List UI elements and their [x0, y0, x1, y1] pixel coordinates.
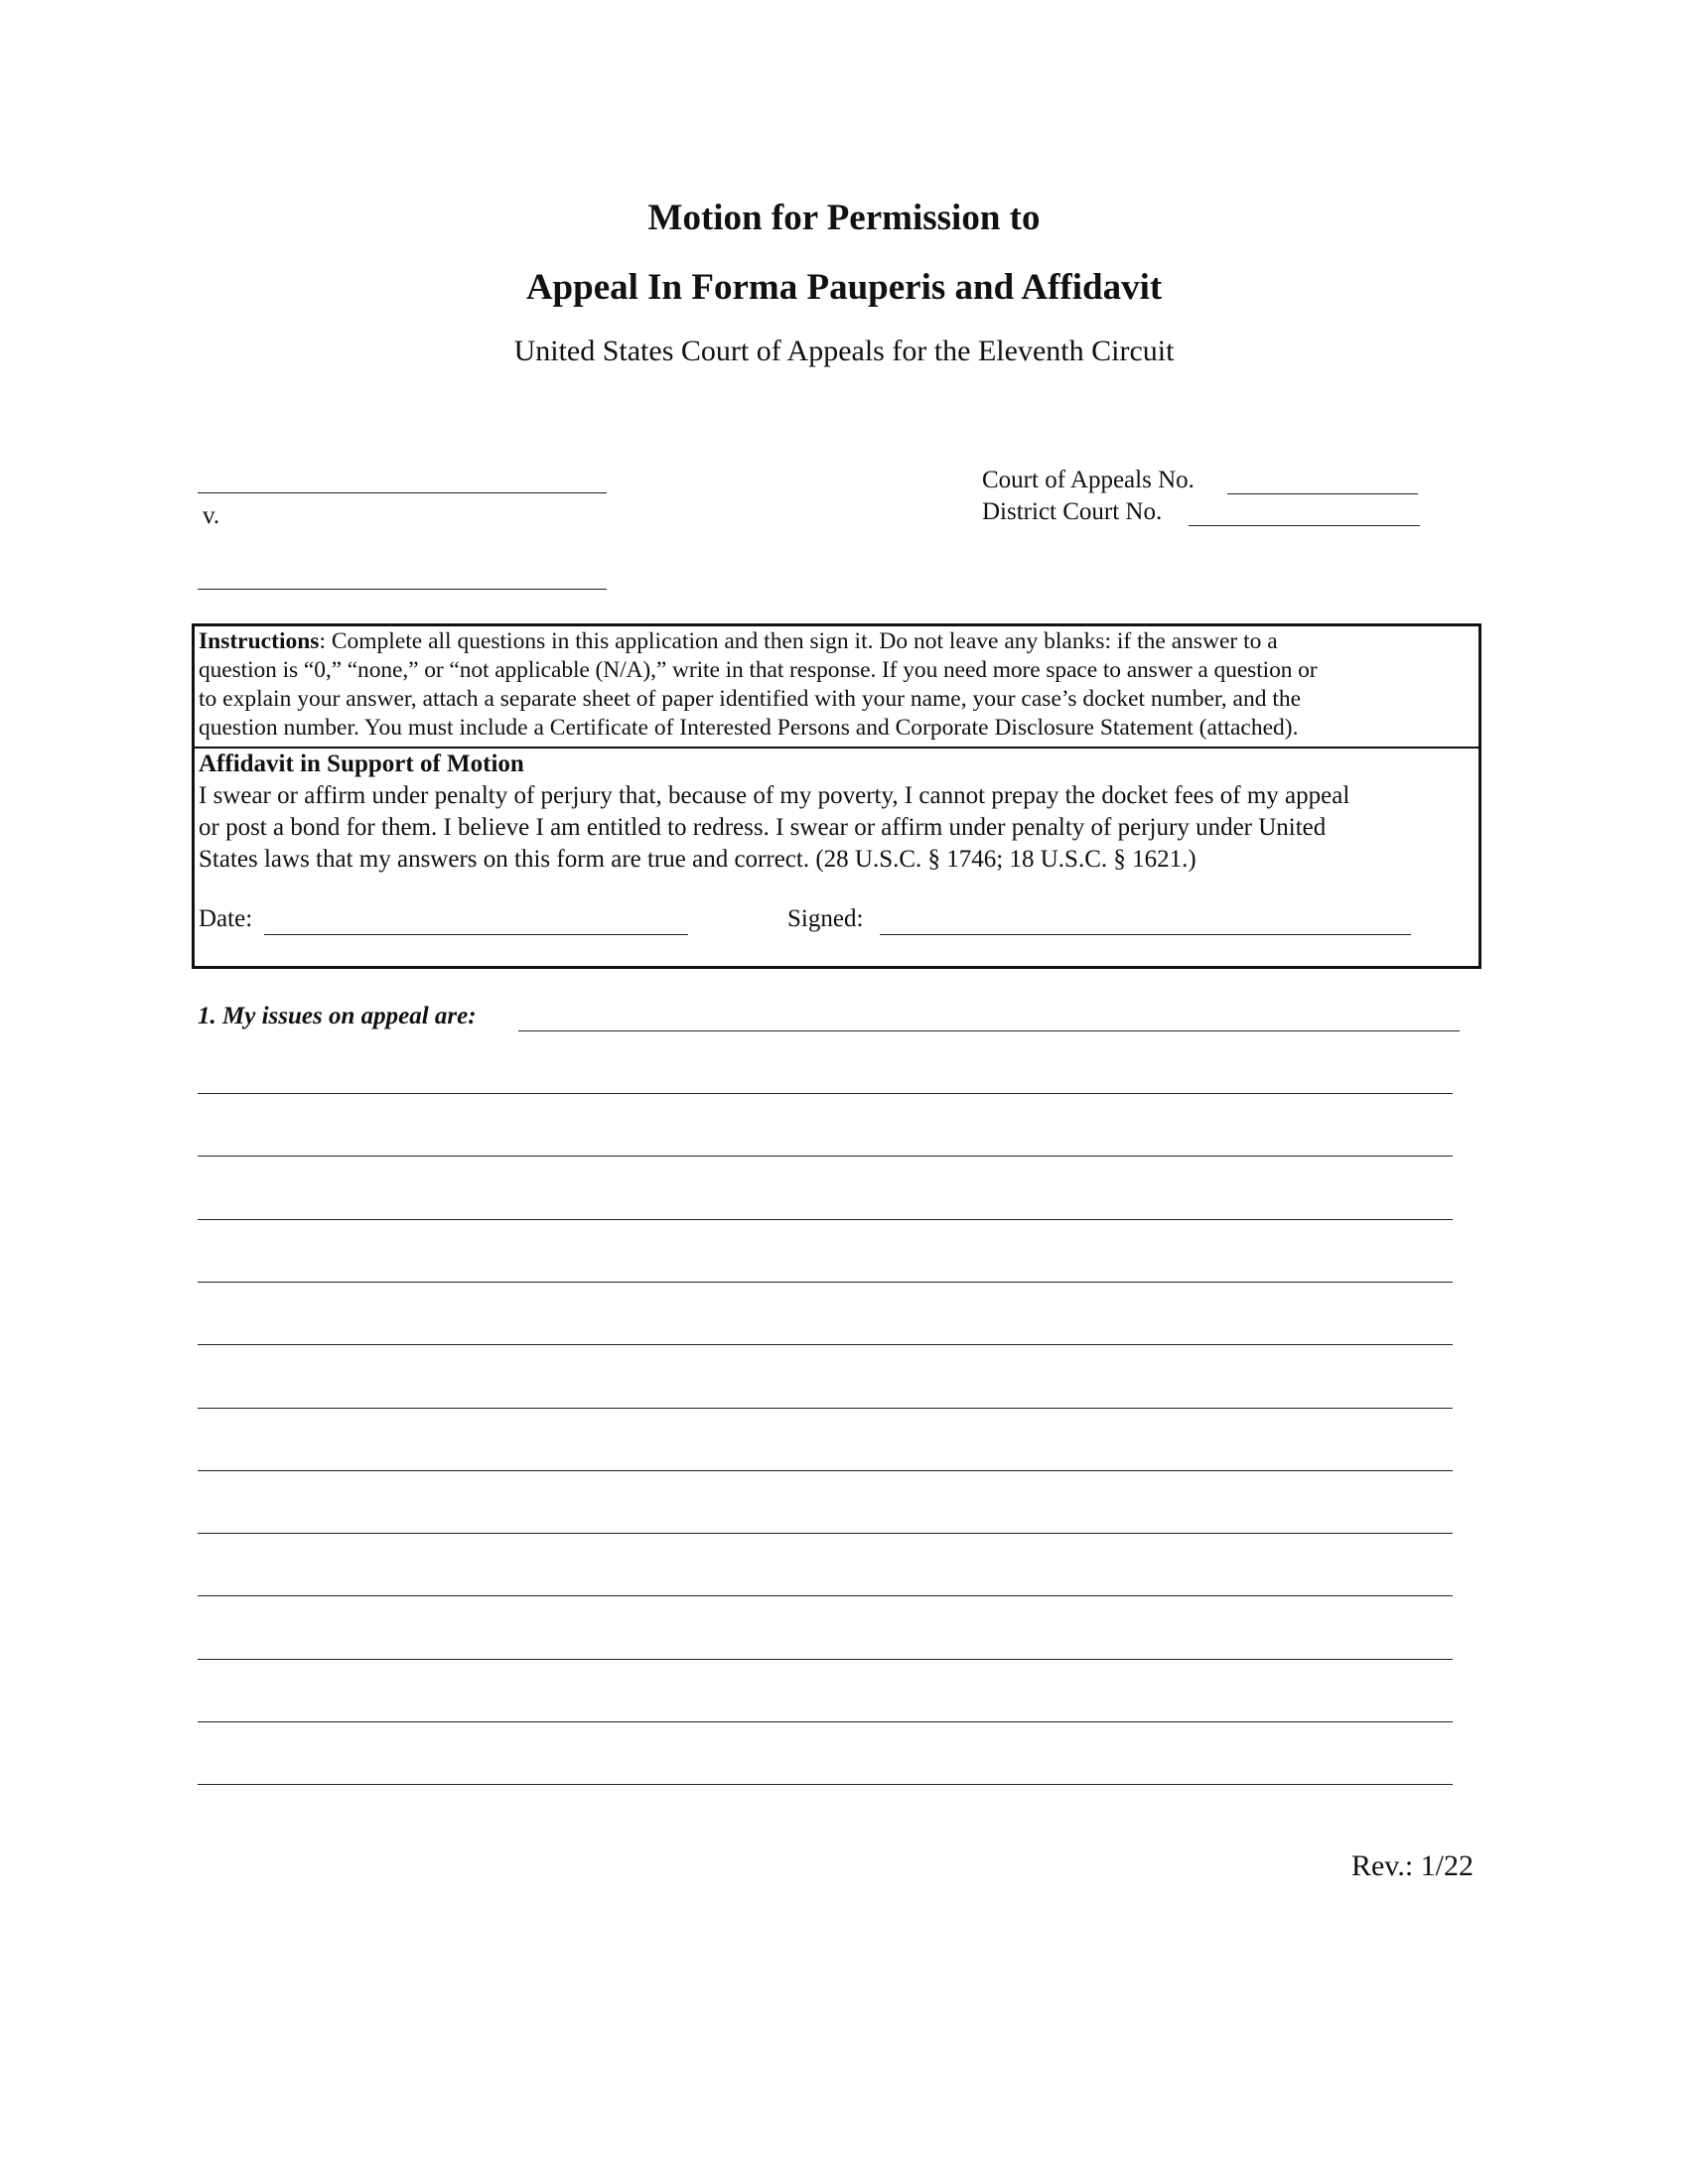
date-field[interactable] — [264, 934, 688, 935]
issues-answer-line[interactable] — [198, 1470, 1453, 1471]
instructions-text: : Complete all questions in this application and then sign it. Do not leave any blanks: if the answer to a — [319, 628, 1278, 654]
form-title-line1: Motion for Permission to — [647, 198, 1041, 238]
instructions-line-1 — [199, 627, 1278, 657]
revision-label: Rev.: 1/22 — [1350, 1849, 1474, 1882]
court-of-appeals-number-field[interactable] — [1227, 493, 1418, 494]
issues-answer-line[interactable] — [198, 1595, 1453, 1596]
affidavit-line-1: I swear or affirm under penalty of perjury that, because of my poverty, I cannot prepay the docket fees of my appeal — [199, 782, 1350, 809]
court-subtitle: United States Court of Appeals for the Eleventh Circuit — [513, 335, 1175, 367]
court-of-appeals-label: Court of Appeals No. — [982, 467, 1195, 493]
issues-answer-line[interactable] — [198, 1093, 1453, 1094]
issues-answer-line[interactable] — [198, 1659, 1453, 1660]
box-divider — [195, 747, 1478, 749]
district-court-label: District Court No. — [982, 498, 1163, 525]
issues-answer-line[interactable] — [198, 1533, 1453, 1534]
versus-label: v. — [203, 502, 220, 529]
issues-answer-line[interactable] — [198, 1408, 1453, 1409]
instructions-line-3: to explain your answer, attach a separate sheet of paper identified with your name, your case’s docket number, and the — [199, 686, 1302, 712]
issues-answer-line[interactable] — [198, 1219, 1453, 1220]
issues-answer-line[interactable] — [198, 1784, 1453, 1785]
instructions-heading: Instructions — [199, 628, 320, 654]
question-1-label: 1. My issues on appeal are: — [198, 1003, 477, 1029]
signature-field[interactable] — [880, 934, 1411, 935]
signed-label: Signed: — [787, 905, 864, 932]
instructions-line-4: question number. You must include a Certificate of Interested Persons and Corporate Disclosure Statement (attached). — [199, 715, 1299, 741]
issues-answer-line[interactable] — [198, 1156, 1453, 1157]
appellant-name-field[interactable] — [198, 492, 607, 493]
issues-answer-line-1[interactable] — [518, 1030, 1460, 1031]
appellee-name-field[interactable] — [198, 589, 607, 590]
instructions-affidavit-box — [192, 623, 1481, 969]
affidavit-heading: Affidavit in Support of Motion — [199, 751, 524, 777]
issues-answer-line[interactable] — [198, 1344, 1453, 1345]
issues-answer-line[interactable] — [198, 1721, 1453, 1722]
affidavit-line-3: States laws that my answers on this form are true and correct. (28 U.S.C. § 1746; 18 U.S.C. § 1621.) — [199, 846, 1196, 873]
instructions-line-2: question is “0,” “none,” or “not applicable (N/A),” write in that response. If you need more space to answer a question or — [199, 657, 1318, 683]
form-title-line2: Appeal In Forma Pauperis and Affidavit — [525, 267, 1163, 308]
district-court-number-field[interactable] — [1189, 525, 1420, 526]
affidavit-line-2: or post a bond for them. I believe I am entitled to redress. I swear or affirm under penalty of perjury under United — [199, 814, 1327, 841]
date-label: Date: — [199, 905, 253, 932]
issues-answer-line[interactable] — [198, 1282, 1453, 1283]
